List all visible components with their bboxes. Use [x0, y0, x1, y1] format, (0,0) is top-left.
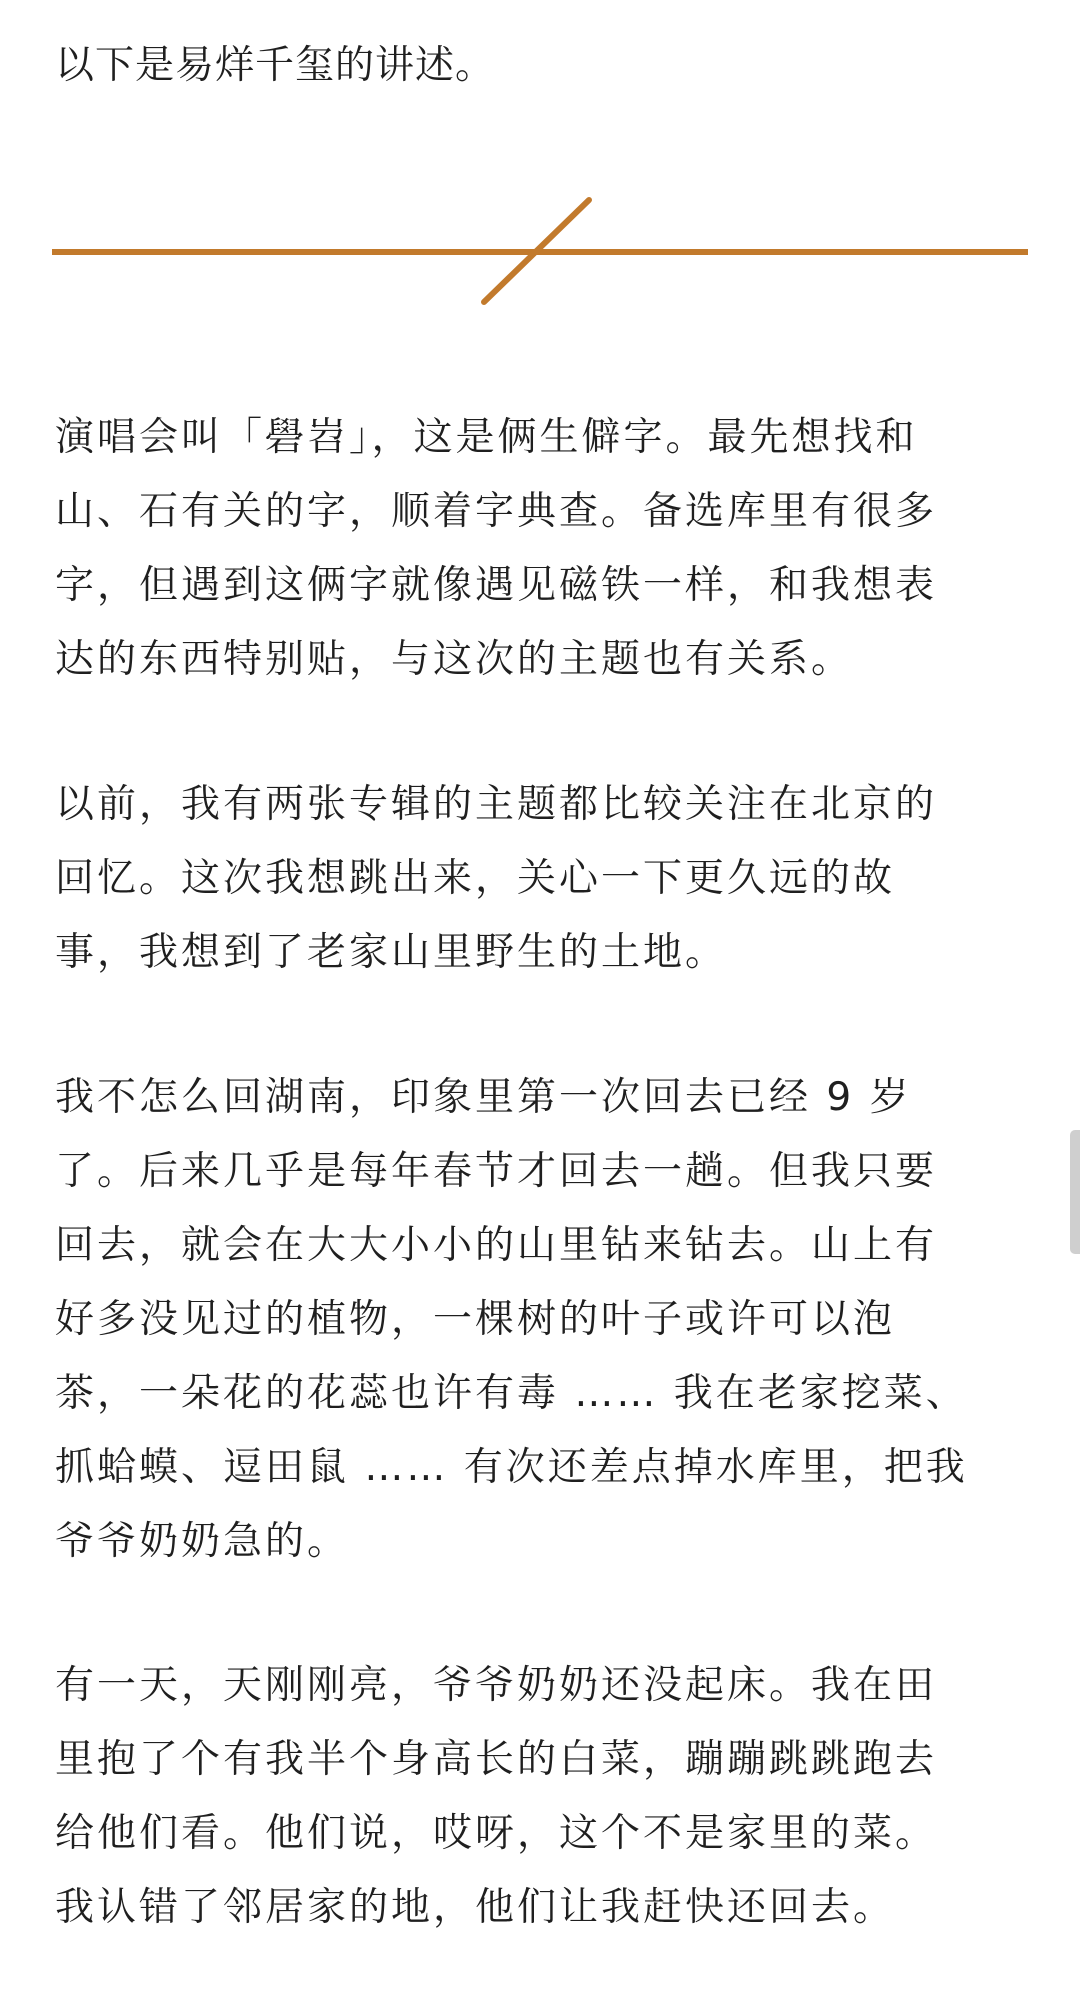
paragraph-line: 达的东西特别贴，与这次的主题也有关系。	[55, 637, 854, 682]
paragraph-line: 我认错了邻居家的地，他们让我赶快还回去。	[55, 1885, 896, 1930]
paragraph-line: 给他们看。他们说，哎呀，这个不是家里的菜。	[55, 1811, 938, 1856]
paragraph-line: 事，我想到了老家山里野生的土地。	[55, 930, 728, 975]
paragraph-line: 以前，我有两张专辑的主题都比较关注在北京的	[55, 782, 938, 827]
paragraph-cabbage-story	[55, 1649, 1030, 1945]
intro-text: 以下是易烊千玺的讲述。	[55, 43, 496, 88]
paragraph-line: 回忆。这次我想跳出来，关心一下更久远的故	[55, 856, 896, 901]
paragraph-line: 好多没见过的植物，一棵树的叶子或许可以泡	[55, 1297, 896, 1342]
scrollbar-thumb[interactable]	[1070, 1130, 1080, 1254]
paragraph-line: 抓蛤蟆、逗田鼠 …… 有次还差点掉水库里，把我	[55, 1445, 968, 1490]
paragraph-concert-name	[55, 401, 1030, 697]
paragraph-line: 了。后来几乎是每年春节才回去一趟。但我只要	[55, 1149, 938, 1194]
paragraph-previous-albums	[55, 768, 1030, 990]
paragraph-line: 茶，一朵花的花蕊也许有毒 …… 我在老家挖菜、	[55, 1371, 968, 1416]
paragraph-line: 我不怎么回湖南，印象里第一次回去已经 9 岁	[55, 1075, 912, 1120]
paragraph-line: 里抱了个有我半个身高长的白菜，蹦蹦跳跳跑去	[55, 1737, 938, 1782]
paragraph-line: 山、石有关的字，顺着字典查。备选库里有很多	[55, 489, 938, 534]
paragraph-line: 有一天，天刚刚亮，爷爷奶奶还没起床。我在田	[55, 1663, 938, 1708]
paragraph-hunan-memories	[55, 1061, 1030, 1579]
paragraph-line: 演唱会叫「礐岧」，这是俩生僻字。最先想找和	[55, 415, 918, 460]
paragraph-line: 字，但遇到这俩字就像遇见磁铁一样，和我想表	[55, 563, 938, 608]
section-divider	[52, 190, 1028, 310]
paragraph-line: 爷爷奶奶急的。	[55, 1519, 350, 1564]
paragraph-line: 回去，就会在大大小小的山里钻来钻去。山上有	[55, 1223, 938, 1268]
